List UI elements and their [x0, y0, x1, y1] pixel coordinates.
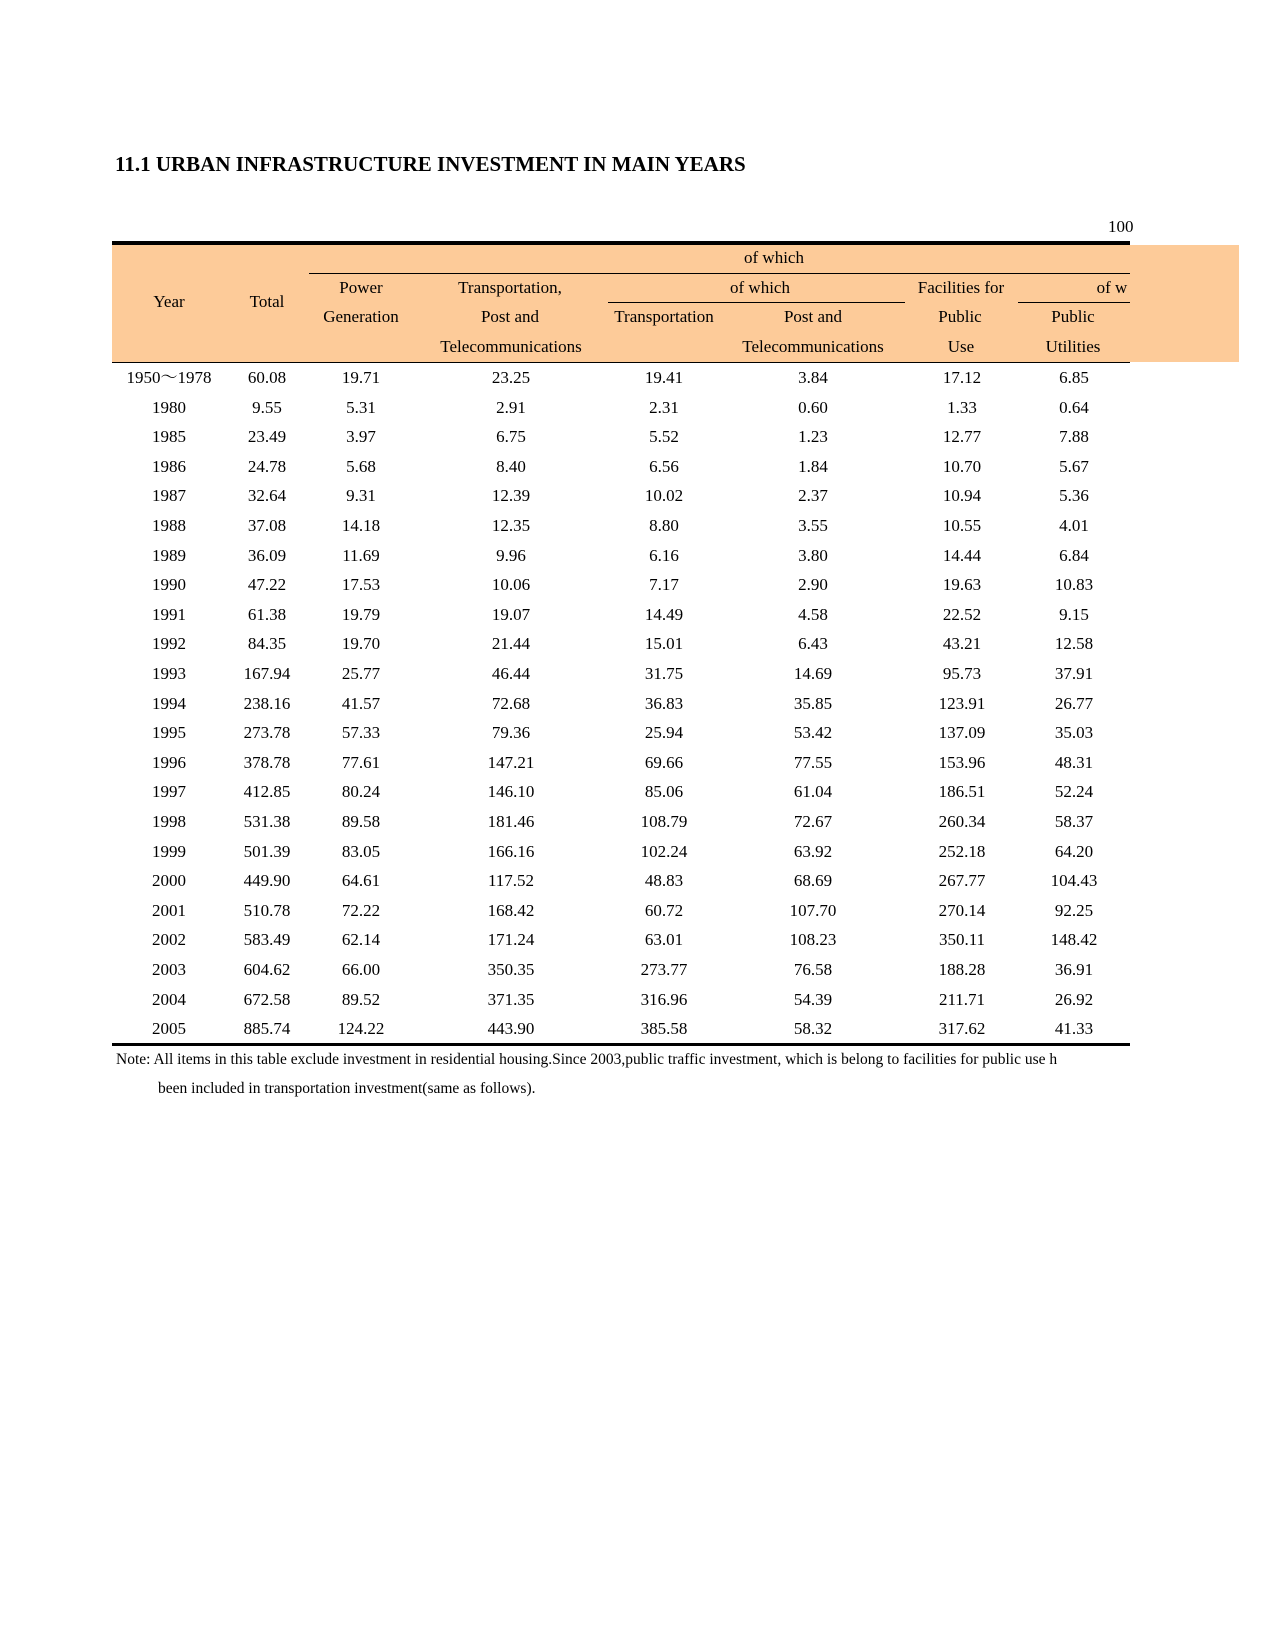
- cell-facilities-public-use: 317.62: [938, 1019, 986, 1039]
- cell-public-utilities: 6.85: [1059, 368, 1089, 387]
- cell-public-utilities: 5.36: [1059, 486, 1089, 506]
- cell-transport-post-telecom: 72.68: [491, 693, 531, 713]
- cell-facilities-public-use: 95.73: [942, 664, 982, 683]
- cell-facilities-public-use: 17.12: [942, 368, 982, 387]
- cell-year: 1992: [152, 634, 186, 654]
- cell-transport-post-telecom: 9.96: [496, 545, 526, 565]
- cell-power-generation: 77.61: [341, 752, 381, 772]
- cell-total: 583.49: [243, 930, 291, 950]
- cell-transportation: 316.96: [640, 989, 688, 1009]
- header-transport-post-3: Telecommunications: [440, 337, 582, 356]
- cell-transportation: 8.80: [649, 516, 679, 535]
- cell-facilities-public-use: 10.70: [942, 456, 982, 476]
- cell-transport-post-telecom: 171.24: [487, 930, 535, 950]
- cell-transport-post-telecom: 46.44: [491, 664, 531, 683]
- cell-transport-post-telecom: 12.39: [491, 486, 531, 506]
- cell-year: 1999: [152, 841, 186, 861]
- cell-public-utilities: 0.64: [1059, 397, 1089, 417]
- cell-total: 510.78: [243, 900, 291, 920]
- cell-year: 2003: [152, 960, 186, 979]
- cell-transportation: 69.66: [644, 752, 684, 772]
- cell-total: 37.08: [247, 516, 287, 535]
- cell-transport-post-telecom: 79.36: [491, 723, 531, 743]
- cell-transport-post-telecom: 23.25: [491, 368, 531, 387]
- cell-year: 1991: [152, 604, 186, 624]
- cell-total: 672.58: [243, 989, 291, 1009]
- cell-year: 2001: [152, 900, 186, 920]
- cell-transportation: 19.41: [644, 368, 684, 387]
- cell-post-telecom: 72.67: [793, 812, 833, 831]
- cell-post-telecom: 58.32: [793, 1019, 833, 1039]
- cell-public-utilities: 35.03: [1054, 723, 1094, 743]
- cell-transportation: 31.75: [644, 664, 684, 683]
- cell-transportation: 108.79: [640, 812, 688, 831]
- cell-transportation: 15.01: [644, 634, 684, 654]
- cell-transportation: 85.06: [644, 782, 684, 802]
- cell-power-generation: 19.71: [341, 368, 381, 387]
- cell-transportation: 60.72: [644, 900, 684, 920]
- cell-total: 412.85: [243, 782, 291, 802]
- cell-transport-post-telecom: 443.90: [487, 1019, 535, 1039]
- header-year: Year: [153, 292, 185, 311]
- header-of-which-cut: of w: [1096, 278, 1128, 297]
- header-transport-post-1: Transportation,: [458, 278, 562, 297]
- header-public-utilities-1: Public: [1051, 307, 1095, 326]
- cell-post-telecom: 53.42: [793, 723, 833, 743]
- header-facilities-3: Use: [947, 337, 975, 356]
- cell-post-telecom: 107.70: [789, 900, 837, 920]
- cell-power-generation: 25.77: [341, 664, 381, 683]
- cell-total: 32.64: [247, 486, 287, 506]
- cell-power-generation: 3.97: [346, 427, 376, 447]
- cell-facilities-public-use: 137.09: [938, 723, 986, 743]
- cell-public-utilities: 37.91: [1054, 664, 1094, 683]
- cell-total: 23.49: [247, 427, 287, 447]
- cell-transportation: 273.77: [640, 960, 688, 979]
- header-post-telecom-1: Post and: [783, 307, 843, 326]
- cell-total: 24.78: [247, 456, 287, 476]
- cell-total: 501.39: [243, 841, 291, 861]
- cell-post-telecom: 2.37: [798, 486, 828, 506]
- cell-post-telecom: 2.90: [798, 575, 828, 595]
- cell-facilities-public-use: 211.71: [938, 989, 986, 1009]
- unit-label: 100: [1108, 217, 1134, 236]
- cell-transport-post-telecom: 19.07: [491, 604, 531, 624]
- cell-power-generation: 41.57: [341, 693, 381, 713]
- cell-public-utilities: 6.84: [1059, 545, 1089, 565]
- cell-post-telecom: 61.04: [793, 782, 833, 802]
- cell-power-generation: 72.22: [341, 900, 381, 920]
- cell-total: 604.62: [243, 960, 291, 979]
- cell-facilities-public-use: 186.51: [938, 782, 986, 802]
- cell-public-utilities: 148.42: [1050, 930, 1098, 950]
- cell-public-utilities: 7.88: [1059, 427, 1089, 447]
- cell-transport-post-telecom: 371.35: [487, 989, 535, 1009]
- cell-year: 1995: [152, 723, 186, 743]
- note-line-1: Note: All items in this table exclude investment in residential housing.Since 2003,public traffic investment, which is belong to facilities for public use h: [116, 1051, 1058, 1068]
- cell-transport-post-telecom: 166.16: [487, 841, 535, 861]
- cell-total: 531.38: [243, 812, 291, 831]
- header-post-telecom-2: Telecommunications: [742, 337, 884, 356]
- header-total: Total: [249, 292, 285, 311]
- cell-power-generation: 19.70: [341, 634, 381, 654]
- cell-total: 9.55: [252, 397, 282, 417]
- header-facilities-1: Facilities for: [917, 278, 1005, 297]
- of-which-rule: [309, 273, 1130, 274]
- cell-transport-post-telecom: 117.52: [487, 871, 535, 891]
- cell-transport-post-telecom: 147.21: [487, 752, 535, 772]
- cell-post-telecom: 0.60: [798, 397, 828, 417]
- cell-power-generation: 5.31: [346, 397, 376, 417]
- cell-power-generation: 9.31: [346, 486, 376, 506]
- header-power-1: Power: [339, 278, 383, 297]
- cell-transportation: 102.24: [640, 841, 688, 861]
- cell-year: 1986: [152, 456, 186, 476]
- header-power-2: Generation: [323, 307, 399, 326]
- cell-facilities-public-use: 270.14: [938, 900, 986, 920]
- cell-power-generation: 62.14: [341, 930, 381, 950]
- cell-facilities-public-use: 43.21: [942, 634, 982, 654]
- sub-of-which-rule: [608, 302, 905, 303]
- cell-transport-post-telecom: 6.75: [496, 427, 526, 447]
- header-transportation: Transportation: [614, 307, 714, 326]
- cell-facilities-public-use: 188.28: [938, 960, 986, 979]
- cell-total: 47.22: [247, 575, 287, 595]
- cell-post-telecom: 4.58: [798, 604, 828, 624]
- cell-power-generation: 14.18: [341, 516, 381, 535]
- header-transport-post-2: Post and: [480, 307, 540, 326]
- cell-year: 2000: [152, 871, 186, 891]
- cell-public-utilities: 52.24: [1054, 782, 1094, 802]
- cell-post-telecom: 3.55: [798, 516, 828, 535]
- cell-transport-post-telecom: 146.10: [487, 782, 535, 802]
- cell-facilities-public-use: 252.18: [938, 841, 986, 861]
- cell-transportation: 63.01: [644, 930, 684, 950]
- cell-facilities-public-use: 12.77: [942, 427, 982, 447]
- table-top-rule: [112, 241, 1130, 245]
- cell-power-generation: 124.22: [337, 1019, 385, 1039]
- cell-public-utilities: 92.25: [1054, 900, 1094, 920]
- cell-post-telecom: 77.55: [793, 752, 833, 772]
- cell-post-telecom: 63.92: [793, 841, 833, 861]
- cell-transportation: 14.49: [644, 604, 684, 624]
- cell-transport-post-telecom: 21.44: [491, 634, 531, 654]
- cell-total: 885.74: [243, 1019, 291, 1039]
- cell-transport-post-telecom: 12.35: [491, 516, 531, 535]
- cell-facilities-public-use: 350.11: [938, 930, 986, 950]
- cell-year: 1994: [152, 693, 186, 713]
- cell-transportation: 6.56: [649, 456, 679, 476]
- cell-post-telecom: 35.85: [793, 693, 833, 713]
- cell-transportation: 5.52: [649, 427, 679, 447]
- cell-year: 1985: [152, 427, 186, 447]
- header-sub-of-which: of which: [730, 278, 790, 297]
- cell-year: 1980: [152, 397, 186, 417]
- cell-year: 1950～1978: [126, 368, 212, 387]
- cell-power-generation: 5.68: [346, 456, 376, 476]
- cell-transport-post-telecom: 10.06: [491, 575, 531, 595]
- cell-facilities-public-use: 153.96: [938, 752, 986, 772]
- cell-post-telecom: 6.43: [798, 634, 828, 654]
- cell-transportation: 10.02: [644, 486, 684, 506]
- cell-facilities-public-use: 267.77: [938, 871, 986, 891]
- cell-facilities-public-use: 10.94: [942, 486, 982, 506]
- cell-transportation: 385.58: [640, 1019, 688, 1039]
- cell-public-utilities: 104.43: [1050, 871, 1098, 891]
- cell-transportation: 7.17: [649, 575, 679, 595]
- header-of-which: of which: [744, 248, 804, 267]
- cell-power-generation: 89.58: [341, 812, 381, 831]
- cell-transportation: 2.31: [649, 397, 679, 417]
- cell-public-utilities: 10.83: [1054, 575, 1094, 595]
- cell-post-telecom: 1.84: [798, 456, 828, 476]
- cell-public-utilities: 5.67: [1059, 456, 1089, 476]
- cell-post-telecom: 14.69: [793, 664, 833, 683]
- cell-transport-post-telecom: 8.40: [496, 456, 526, 476]
- header-bottom-rule: [112, 362, 1130, 363]
- header-facilities-2: Public: [938, 307, 982, 326]
- cell-year: 1987: [152, 486, 186, 506]
- cell-transportation: 6.16: [649, 545, 679, 565]
- cell-year: 1993: [152, 664, 186, 683]
- cell-power-generation: 19.79: [341, 604, 381, 624]
- cell-power-generation: 57.33: [341, 723, 381, 743]
- cell-year: 1989: [152, 545, 186, 565]
- cell-year: 1988: [152, 516, 186, 535]
- cell-transportation: 36.83: [644, 693, 684, 713]
- cell-post-telecom: 108.23: [789, 930, 837, 950]
- cell-public-utilities: 26.77: [1054, 693, 1094, 713]
- cell-total: 61.38: [247, 604, 287, 624]
- cell-total: 60.08: [247, 368, 287, 387]
- cell-year: 1998: [152, 812, 186, 831]
- cell-public-utilities: 41.33: [1054, 1019, 1094, 1039]
- note-line-2: been included in transportation investment(same as follows).: [158, 1080, 536, 1097]
- cell-year: 2004: [152, 989, 186, 1009]
- cell-year: 2002: [152, 930, 186, 950]
- cell-transport-post-telecom: 2.91: [496, 397, 526, 417]
- cell-year: 1996: [152, 752, 186, 772]
- table-bottom-rule: [112, 1043, 1130, 1046]
- cell-public-utilities: 48.31: [1054, 752, 1094, 772]
- cell-power-generation: 89.52: [341, 989, 381, 1009]
- cell-public-utilities: 9.15: [1059, 604, 1089, 624]
- cell-post-telecom: 3.80: [798, 545, 828, 565]
- cut-of-which-rule: [1018, 302, 1130, 303]
- cell-post-telecom: 54.39: [793, 989, 833, 1009]
- cell-post-telecom: 68.69: [793, 871, 833, 891]
- cell-transportation: 25.94: [644, 723, 684, 743]
- cell-public-utilities: 58.37: [1054, 812, 1094, 831]
- cell-transport-post-telecom: 181.46: [487, 812, 535, 831]
- cell-total: 238.16: [243, 693, 291, 713]
- cell-facilities-public-use: 14.44: [942, 545, 982, 565]
- cell-total: 449.90: [243, 871, 291, 891]
- cell-total: 378.78: [243, 752, 291, 772]
- cell-year: 1990: [152, 575, 186, 595]
- cell-year: 1997: [152, 782, 186, 802]
- cell-facilities-public-use: 10.55: [942, 516, 982, 535]
- cell-power-generation: 66.00: [341, 960, 381, 979]
- cell-power-generation: 80.24: [341, 782, 381, 802]
- cell-facilities-public-use: 19.63: [942, 575, 982, 595]
- cell-post-telecom: 76.58: [793, 960, 833, 979]
- page-title: 11.1 URBAN INFRASTRUCTURE INVESTMENT IN MAIN YEARS: [115, 152, 746, 176]
- cell-power-generation: 11.69: [342, 545, 380, 565]
- cell-public-utilities: 12.58: [1054, 634, 1094, 654]
- cell-public-utilities: 64.20: [1054, 841, 1094, 861]
- cell-public-utilities: 36.91: [1054, 960, 1094, 979]
- cell-post-telecom: 3.84: [798, 368, 828, 387]
- cell-facilities-public-use: 22.52: [942, 604, 982, 624]
- cell-transport-post-telecom: 350.35: [487, 960, 535, 979]
- cell-power-generation: 64.61: [341, 871, 381, 891]
- cell-power-generation: 83.05: [341, 841, 381, 861]
- cell-transportation: 48.83: [644, 871, 684, 891]
- cell-total: 84.35: [247, 634, 287, 654]
- cell-post-telecom: 1.23: [798, 427, 828, 447]
- cell-total: 273.78: [243, 723, 291, 743]
- cell-facilities-public-use: 260.34: [938, 812, 986, 831]
- cell-facilities-public-use: 123.91: [938, 693, 986, 713]
- cell-public-utilities: 26.92: [1054, 989, 1094, 1009]
- cell-total: 167.94: [243, 664, 291, 683]
- cell-total: 36.09: [247, 545, 287, 565]
- cell-transport-post-telecom: 168.42: [487, 900, 535, 920]
- cell-year: 2005: [152, 1019, 186, 1039]
- cell-power-generation: 17.53: [341, 575, 381, 595]
- header-public-utilities-2: Utilities: [1045, 337, 1101, 356]
- cell-public-utilities: 4.01: [1059, 516, 1089, 535]
- cell-facilities-public-use: 1.33: [947, 397, 977, 417]
